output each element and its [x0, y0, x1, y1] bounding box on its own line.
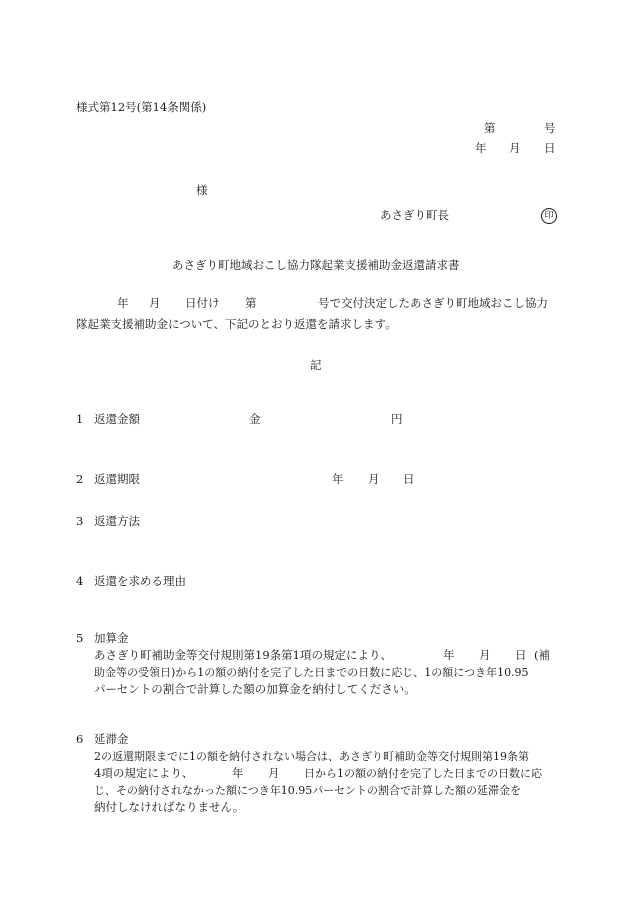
- date-month: 月: [509, 141, 521, 155]
- item5-line1-month: 月: [479, 648, 491, 662]
- item4-num: 4: [76, 574, 84, 588]
- item5-line1: あさぎり町補助金等交付規則第19条第1項の規定により、: [94, 648, 392, 662]
- item4-label: 返還を求める理由: [94, 574, 186, 588]
- item5-line1-paren: (補: [534, 648, 550, 662]
- item5-line1-day: 日: [515, 648, 527, 662]
- issuer-name: あさぎり町長: [380, 208, 449, 222]
- item2-month: 月: [368, 472, 380, 486]
- item1-label: 返還金額: [94, 412, 140, 426]
- intro-dated: 日付け: [185, 296, 220, 310]
- item2-num: 2: [76, 472, 84, 486]
- item3-label: 返還方法: [94, 514, 140, 528]
- item3-num: 3: [76, 514, 84, 528]
- item1-num: 1: [76, 412, 84, 426]
- seal-mark: 印: [541, 208, 557, 224]
- item2-label: 返還期限: [94, 472, 140, 486]
- item2-year: 年: [332, 472, 344, 486]
- intro-text-after: 号で交付決定したあさぎり町地域おこし協力: [318, 296, 548, 310]
- date-year: 年: [475, 141, 487, 155]
- item5-num: 5: [76, 631, 84, 645]
- item6-line1: 2の返還期限までに1の額を納付されない場合は、あさぎり町補助金等交付規則第19条第: [94, 750, 529, 763]
- item6-line2-year: 年: [232, 766, 244, 780]
- item6-line4: 納付しなければなりません。: [94, 800, 245, 814]
- item5-line2: 助金等の受領日)から1の額の納付を完了した日までの日数に応じ、1の額につき年10.95: [94, 666, 529, 679]
- document-title: あさぎり町地域おこし協力隊起業支援補助金返還請求書: [172, 258, 460, 272]
- item6-line2-month: 月: [268, 766, 280, 780]
- item1-kin: 金: [249, 412, 261, 426]
- intro-year: 年: [117, 296, 129, 310]
- item6-num: 6: [76, 732, 84, 746]
- item6-line3: じ、その納付されなかった額につき年10.95パーセントの割合で計算した額の延滞金を: [94, 784, 522, 797]
- item1-yen: 円: [391, 412, 403, 426]
- item6-line2-a: 4項の規定により、: [94, 766, 194, 780]
- item5-line1-year: 年: [443, 648, 455, 662]
- item5-label: 加算金: [94, 631, 129, 645]
- number-prefix: 第: [484, 121, 496, 135]
- number-suffix: 号: [544, 121, 556, 135]
- ki-heading: 記: [310, 358, 322, 372]
- item6-line2-rest: 日から1の額の納付を完了した日までの日数に応: [304, 767, 542, 780]
- item6-label: 延滞金: [94, 732, 129, 746]
- intro-dai: 第: [245, 296, 257, 310]
- intro-month: 月: [149, 296, 161, 310]
- form-label: 様式第12号(第14条関係): [76, 100, 207, 114]
- intro-line2: 隊起業支援補助金について、下記のとおり返還を請求します。: [76, 317, 397, 331]
- addressee-honorific: 様: [196, 183, 208, 197]
- item5-line3: パーセントの割合で計算した額の加算金を納付してください。: [94, 682, 416, 696]
- date-day: 日: [544, 141, 556, 155]
- item2-day: 日: [403, 472, 415, 486]
